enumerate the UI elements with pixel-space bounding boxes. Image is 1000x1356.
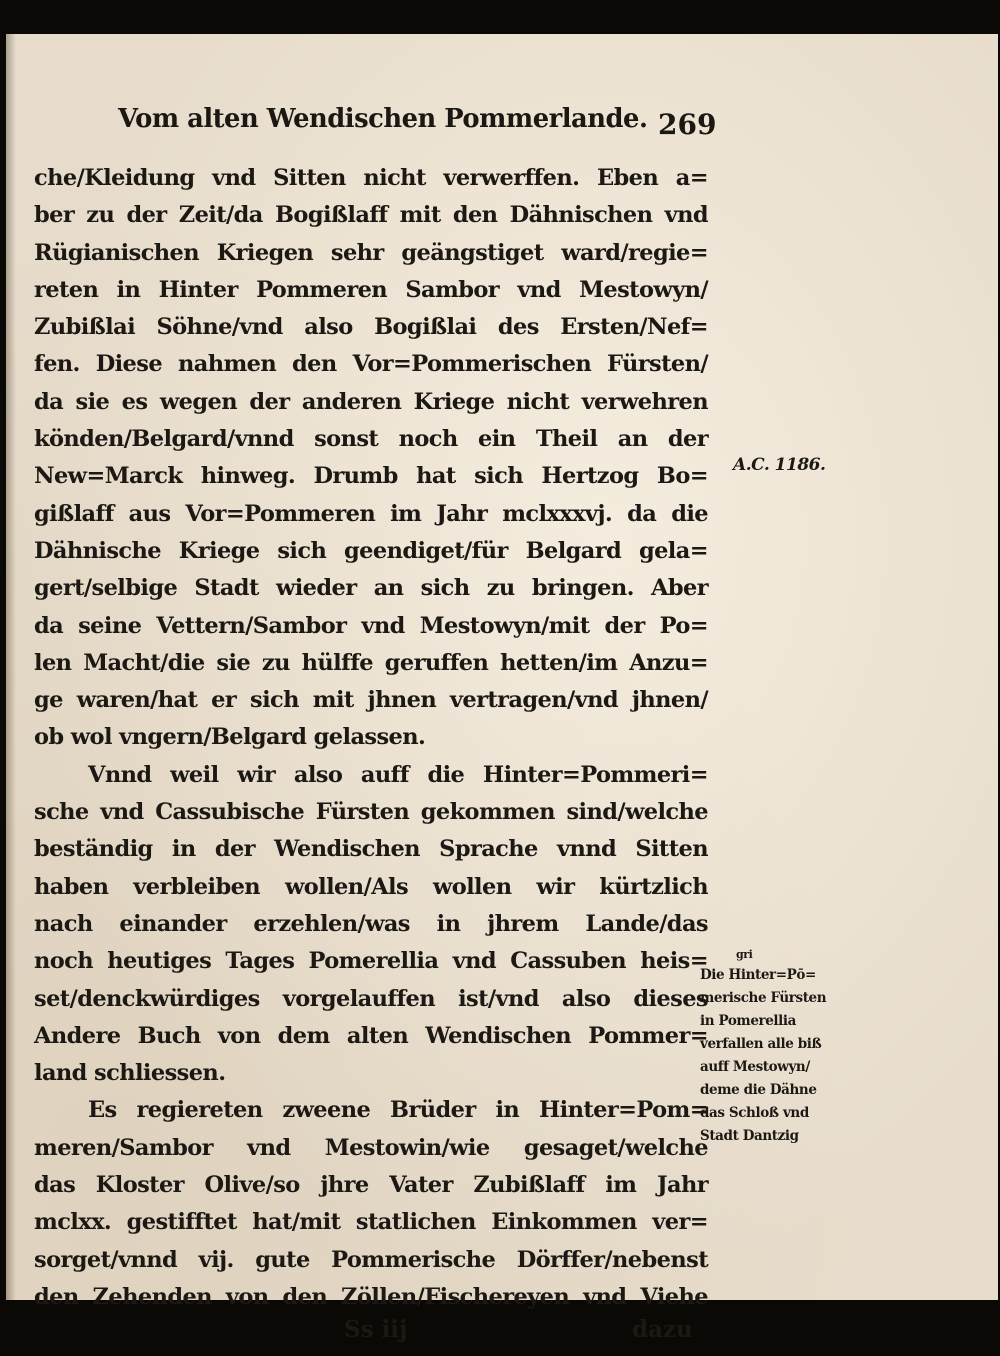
text-line: Dähnische Kriege sich geendiget/für Belgard gela= (34, 537, 708, 564)
text-line: mclxx. gestifftet hat/mit statlichen Einkommen ver= (34, 1209, 708, 1236)
text-line: da seine Vettern/Sambor vnd Mestowyn/mit der Po= (34, 612, 708, 639)
margin-note-line: Die Hinter=Pō= (700, 967, 816, 983)
text-line: Rügianischen Kriegen sehr geängstiget ward/regie= (34, 239, 708, 266)
text-line: che/Kleidung vnd Sitten nicht verwerffen. Eben a= (34, 165, 708, 191)
text-line: ob wol vngern/Belgard gelassen. (34, 724, 426, 751)
text-line: meren/Sambor vnd Mestowin/wie gesaget/welche (34, 1134, 708, 1161)
text-line: ge waren/hat er sich mit jhnen vertragen/vnd jhnen/ (34, 687, 708, 714)
signature-mark: Ss iij (344, 1316, 408, 1344)
text-line: den Zehenden von den Zöllen/Fischereyen vnd Viehe (34, 1283, 708, 1310)
page-gutter-shadow (6, 34, 16, 1300)
page-footer (34, 1316, 708, 1356)
margin-note-line: deme die Dähne (700, 1082, 817, 1098)
page-header (118, 104, 738, 152)
text-line: sorget/vnnd vij. gute Pommerische Dörffer/nebenst (34, 1246, 708, 1273)
text-line: Es regiereten zweene Brüder in Hinter=Pom= (88, 1097, 708, 1124)
text-line: das Kloster Olive/so jhre Vater Zubißlaff im Jahr (34, 1172, 708, 1199)
text-line: haben verbleiben wollen/Als wollen wir kürtzlich (34, 873, 708, 900)
text-line: nach einander erzehlen/was in jhrem Lande/das (34, 910, 708, 937)
running-title: Vom alten Wendischen Pommerlande. (118, 104, 648, 134)
text-line: fen. Diese nahmen den Vor=Pommerischen Fürsten/ (34, 351, 708, 378)
text-line: beständig in der Wendischen Sprache vnnd Sitten (34, 836, 708, 863)
margin-note-line: gri (736, 948, 753, 961)
text-line: gißlaff aus Vor=Pommeren im Jahr mclxxxvj. da die (34, 500, 708, 527)
text-line: sche vnd Cassubische Fürsten gekommen sind/welche (34, 799, 708, 826)
text-line: da sie es wegen der anderen Kriege nicht verwehren (34, 388, 708, 415)
text-line: Vnnd weil wir also auff die Hinter=Pommeri= (88, 761, 708, 788)
margin-note-line: das Schloß vnd (700, 1105, 809, 1121)
margin-note-line: Stadt Dantzig (700, 1128, 799, 1144)
text-line: set/denckwürdiges vorgelauffen ist/vnd also dieses (34, 985, 708, 1012)
text-line: land schliessen. (34, 1060, 226, 1087)
margin-note-line: auff Mestowyn/ (700, 1059, 810, 1075)
text-line: noch heutiges Tages Pomerellia vnd Cassuben heis= (34, 948, 708, 975)
text-line: ber zu der Zeit/da Bogißlaff mit den Dähnischen vnd (34, 202, 708, 229)
text-line: Andere Buch von dem alten Wendischen Pommer= (34, 1022, 708, 1049)
main-text-column (34, 160, 708, 1356)
text-line: reten in Hinter Pommeren Sambor vnd Mestowyn/ (34, 276, 708, 303)
text-line: könden/Belgard/vnnd sonst noch ein Theil an der (34, 426, 708, 453)
text-line: New=Marck hinweg. Drumb hat sich Hertzog Bo= (34, 463, 708, 490)
margin-note-line: merische Fürsten (700, 990, 827, 1006)
page-number: 269 (658, 108, 717, 141)
margin-date-note: A.C. 1186. (733, 455, 826, 475)
text-line: Zubißlai Söhne/vnd also Bogißlai des Ersten/Nef= (34, 314, 708, 341)
catchword: dazu (632, 1316, 693, 1344)
text-line: len Macht/die sie zu hülffe geruffen hetten/im Anzu= (34, 649, 708, 676)
margin-note-line: verfallen alle biß (700, 1036, 822, 1052)
text-line: gert/selbige Stadt wieder an sich zu bringen. Aber (34, 575, 708, 602)
margin-note (700, 946, 850, 1148)
margin-note-line: in Pomerellia (700, 1013, 796, 1029)
